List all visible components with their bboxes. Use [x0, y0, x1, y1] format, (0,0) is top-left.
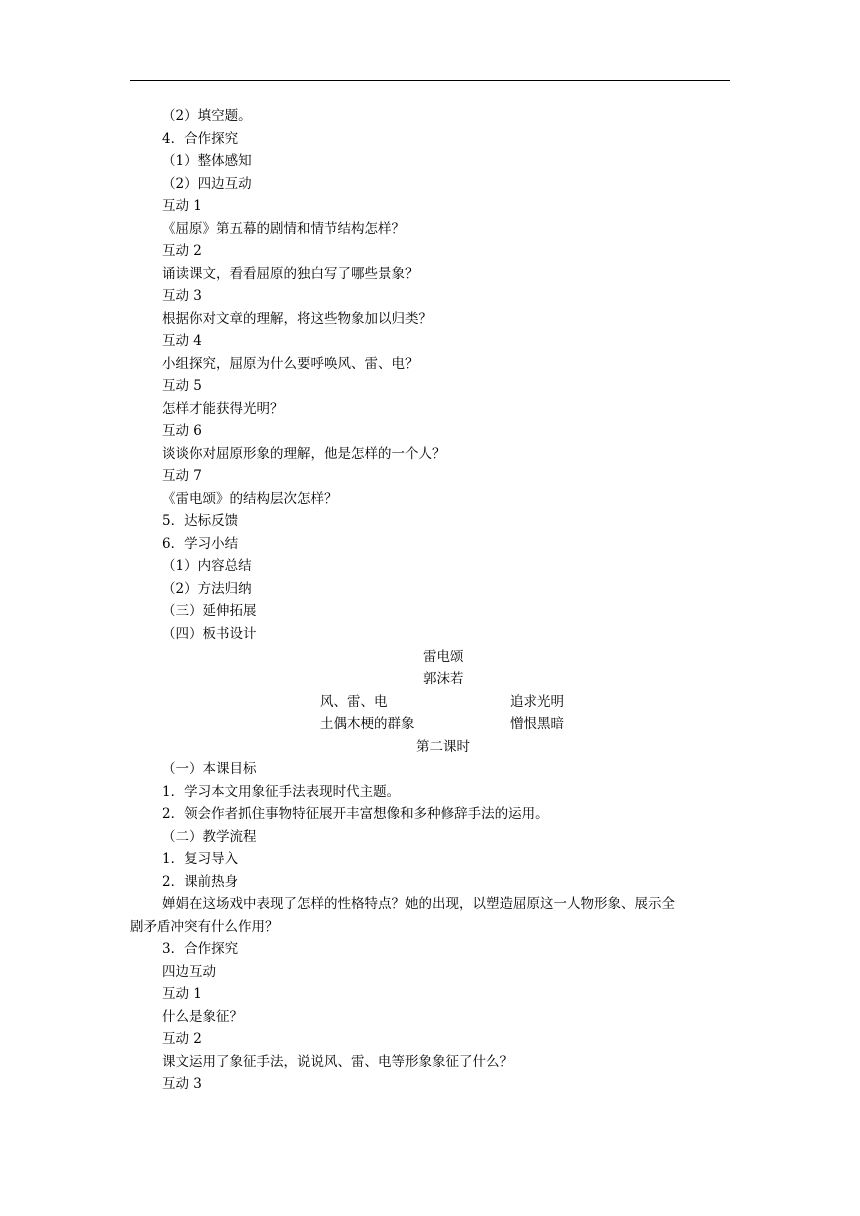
text-line: 互动 1 [162, 986, 202, 1002]
text-line: 什么是象征？ [162, 1009, 243, 1025]
text-line: 2．课前热身 [162, 874, 239, 890]
board-right-item: 追求光明 [510, 694, 564, 710]
text-line: （四）板书设计 [162, 626, 257, 642]
text-line: 互动 2 [162, 1031, 202, 1047]
text-line: 互动 4 [162, 333, 202, 349]
board-right-item: 憎恨黑暗 [510, 716, 564, 732]
text-line: 互动 6 [162, 423, 202, 439]
text-line: 根据你对文章的理解，将这些物象加以归类？ [162, 311, 432, 327]
text-line: （二）教学流程 [162, 829, 257, 845]
text-line: 互动 3 [162, 1076, 202, 1092]
text-line: 互动 7 [162, 468, 202, 484]
text-line: （2）填空题。 [162, 108, 252, 124]
text-line: 课文运用了象征手法，说说风、雷、电等形象象征了什么？ [162, 1054, 513, 1070]
text-line: 谈谈你对屈原形象的理解，他是怎样的一个人？ [162, 446, 446, 462]
text-line: 《雷电颂》的结构层次怎样？ [162, 491, 338, 507]
board-title: 雷电颂 [423, 649, 464, 665]
text-line: 4．合作探究 [162, 131, 239, 147]
board-author: 郭沫若 [423, 671, 464, 687]
text-line: 互动 1 [162, 198, 202, 214]
text-line: 《屈原》第五幕的剧情和情节结构怎样？ [162, 221, 405, 237]
paragraph-line: 剧矛盾冲突有什么作用？ [130, 919, 279, 935]
text-line: 互动 5 [162, 378, 202, 394]
text-line: （1）内容总结 [162, 558, 252, 574]
text-line: 诵读课文，看看屈原的独白写了哪些景象？ [162, 266, 419, 282]
text-line: 3．合作探究 [162, 941, 239, 957]
text-line: 5．达标反馈 [162, 513, 239, 529]
text-line: 互动 3 [162, 288, 202, 304]
text-line: （1）整体感知 [162, 153, 252, 169]
paragraph-line: 婵娟在这场戏中表现了怎样的性格特点？她的出现，以塑造屈原这一人物形象、展示全 [162, 896, 675, 912]
section-heading: 第二课时 [416, 739, 470, 755]
text-line: 互动 2 [162, 243, 202, 259]
text-line: 1．复习导入 [162, 851, 239, 867]
board-left-item: 风、雷、电 [320, 694, 388, 710]
text-line: 6．学习小结 [162, 536, 239, 552]
text-line: 四边互动 [162, 964, 216, 980]
text-line: （一）本课目标 [162, 761, 257, 777]
text-line: （三）延伸拓展 [162, 603, 257, 619]
text-line: （2）方法归纳 [162, 581, 252, 597]
text-line: 2．领会作者抓住事物特征展开丰富想像和多种修辞手法的运用。 [162, 806, 549, 822]
header-rule [130, 80, 730, 81]
text-line: 1．学习本文用象征手法表现时代主题。 [162, 784, 401, 800]
text-line: 小组探究，屈原为什么要呼唤风、雷、电？ [162, 356, 419, 372]
board-left-item: 土偶木梗的群象 [320, 716, 415, 732]
text-line: （2）四边互动 [162, 176, 252, 192]
text-line: 怎样才能获得光明？ [162, 401, 284, 417]
